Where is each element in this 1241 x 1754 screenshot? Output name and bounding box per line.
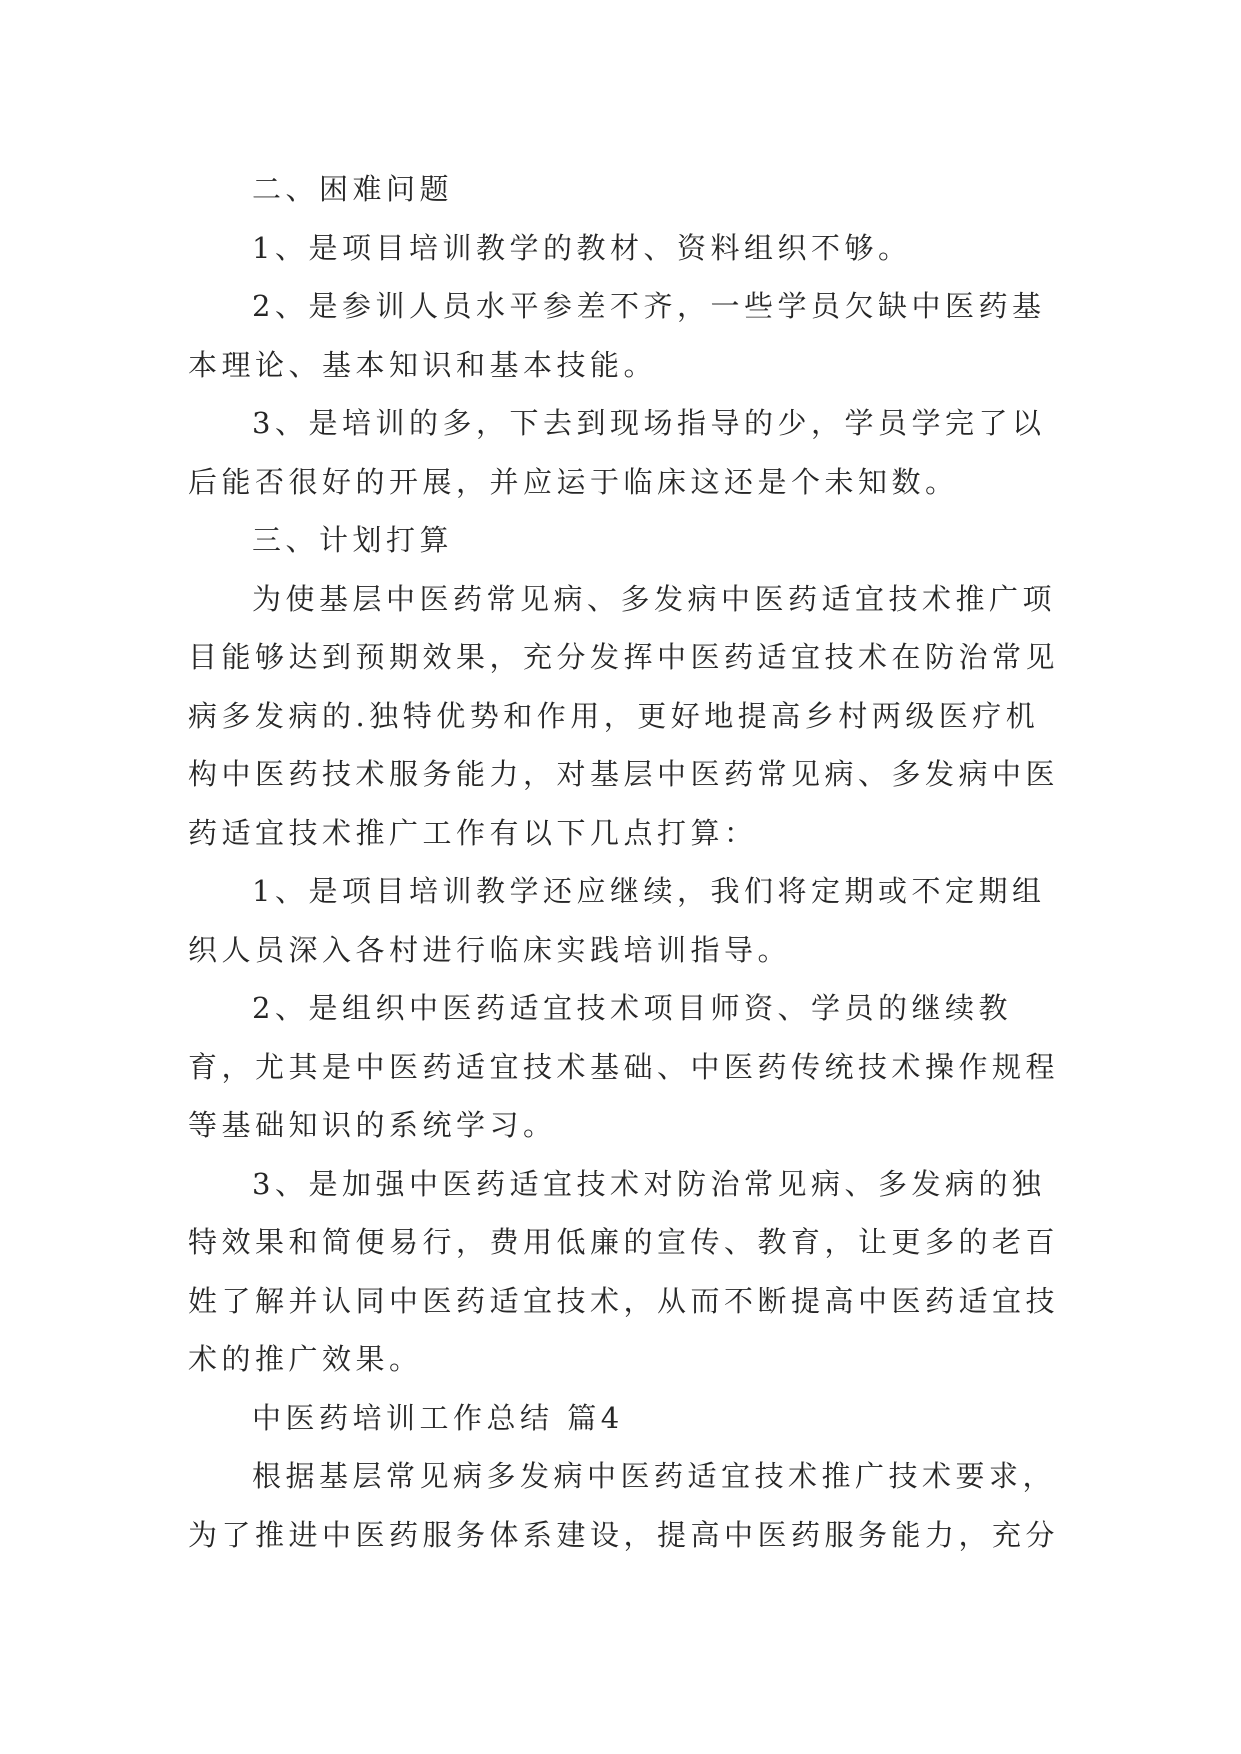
- paragraph: 1、是项目培训教学还应继续，我们将定期或不定期组织人员深入各村进行临床实践培训指导。: [188, 874, 1046, 967]
- section-heading-plans: 三、计划打算: [252, 523, 454, 557]
- paragraph: 为使基层中医药常见病、多发病中医药适宜技术推广项目能够达到预期效果，充分发挥中医药适宜技术在防治常见病多发病的.独特优势和作用，更好地提高乡村两级医疗机构中医药技术服务能力，对基层中医药常见病、多发病中医药适宜技术推广工作有以下几点打算：: [188, 581, 1060, 850]
- article-title: 中医药培训工作总结 篇4: [252, 1400, 624, 1435]
- document-body: [188, 160, 1068, 1564]
- paragraph: 3、是加强中医药适宜技术对防治常见病、多发病的独特效果和简便易行，费用低廉的宣传、教育，让更多的老百姓了解并认同中医药适宜技术，从而不断提高中医药适宜技术的推广效果。: [188, 1166, 1060, 1376]
- paragraph: 根据基层常见病多发病中医药适宜技术推广技术要求，为了推进中医药服务体系建设，提高中医药服务能力，充分: [188, 1459, 1060, 1552]
- section-heading-difficulties: 二、困难问题: [252, 172, 454, 206]
- paragraph: 1、是项目培训教学的教材、资料组织不够。: [252, 230, 912, 265]
- paragraph: 2、是参训人员水平参差不齐，一些学员欠缺中医药基本理论、基本知识和基本技能。: [188, 289, 1046, 382]
- paragraph: 3、是培训的多，下去到现场指导的少，学员学完了以后能否很好的开展，并应运于临床这还是个未知数。: [188, 406, 1046, 499]
- paragraph: 2、是组织中医药适宜技术项目师资、学员的继续教育，尤其是中医药适宜技术基础、中医药传统技术操作规程等基础知识的系统学习。: [188, 991, 1060, 1142]
